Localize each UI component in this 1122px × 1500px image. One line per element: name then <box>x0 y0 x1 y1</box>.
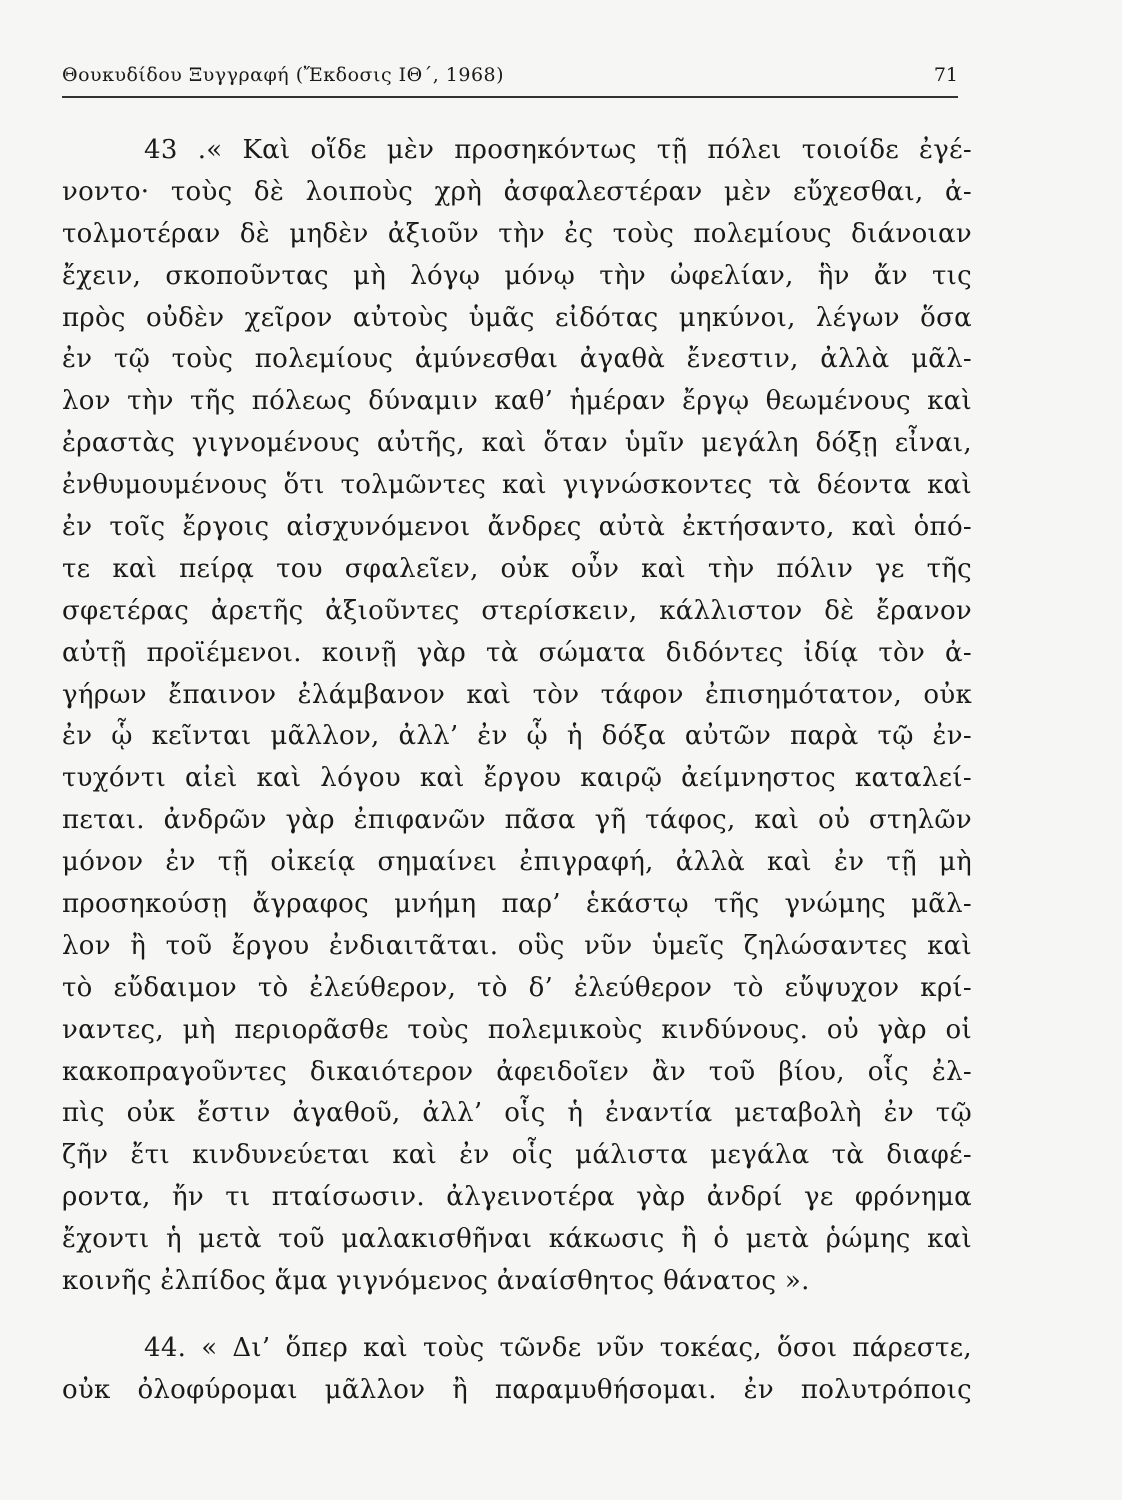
text-line: αὐτῇ προϊέμενοι. κοινῇ γὰρ τὰ σώματα διδόντες ἰδίᾳ τὸν ἀ- <box>62 637 972 668</box>
text-line: νοντο· τοὺς δὲ λοιποὺς χρὴ ἀσφαλεστέραν μὲν εὔχεσθαι, ἀ- <box>62 176 972 207</box>
text-line: οὐκ ὀλοφύρομαι μᾶλλον ἢ παραμυθήσομαι. ἐν πολυτρόποις <box>62 1374 972 1405</box>
text-line: πεται. ἀνδρῶν γὰρ ἐπιφανῶν πᾶσα γῆ τάφος, καὶ οὐ στηλῶν <box>62 805 972 836</box>
running-title: Θουκυδίδου Ξυγγραφή (Ἔκδοσις ΙΘ΄, 1968) <box>62 64 505 86</box>
text-line: 43 .« Καὶ οἵδε μὲν προσηκόντως τῇ πόλει τοιοίδε ἐγέ- <box>144 135 972 165</box>
text-line: πὶς οὐκ ἔστιν ἀγαθοῦ, ἀλλ’ οἷς ἡ ἐναντία μεταβολὴ ἐν τῷ <box>62 1098 972 1129</box>
text-line: λον ἢ τοῦ ἔργου ἐνδιαιτᾶται. οὓς νῦν ὑμεῖς ζηλώσαντες καὶ <box>62 930 972 961</box>
text-line: ναντες, μὴ περιορᾶσθε τοὺς πολεμικοὺς κινδύνους. οὐ γὰρ οἱ <box>62 1014 972 1045</box>
text-line: προσηκούσῃ ἄγραφος μνήμη παρ’ ἑκάστῳ τῆς γνώμης μᾶλ- <box>62 889 972 920</box>
text-line: ἐνθυμουμένους ὅτι τολμῶντες καὶ γιγνώσκοντες τὰ δέοντα καὶ <box>62 470 972 501</box>
text-line: τολμοτέραν δὲ μηδὲν ἀξιοῦν τὴν ἐς τοὺς πολεμίους διάνοιαν <box>62 218 972 249</box>
text-line: σφετέρας ἀρετῆς ἀξιοῦντες στερίσκειν, κάλλιστον δὲ ἔρανον <box>62 595 972 626</box>
text-line: τὸ εὔδαιμον τὸ ἐλεύθερον, τὸ δ’ ἐλεύθερον τὸ εὔψυχον κρί- <box>62 972 972 1003</box>
text-line: τυχόντι αἰεὶ καὶ λόγου καὶ ἔργου καιρῷ ἀείμνηστος καταλεί- <box>62 763 972 794</box>
text-line: ζῆν ἔτι κινδυνεύεται καὶ ἐν οἷς μάλιστα μεγάλα τὰ διαφέ- <box>62 1140 972 1171</box>
chapter-44-paragraph <box>62 1328 972 1412</box>
text-line: γήρων ἔπαινον ἐλάμβανον καὶ τὸν τάφον ἐπισημότατον, οὐκ <box>62 679 972 710</box>
text-line: πρὸς οὐδὲν χεῖρον αὐτοὺς ὑμᾶς εἰδότας μηκύνοι, λέγων ὅσα <box>62 302 972 333</box>
text-line: ἔχειν, σκοποῦντας μὴ λόγῳ μόνῳ τὴν ὠφελίαν, ἣν ἄν τις <box>62 260 972 291</box>
text-line: ἐν ᾧ κεῖνται μᾶλλον, ἀλλ’ ἐν ᾧ ἡ δόξα αὐτῶν παρὰ τῷ ἐν- <box>62 721 972 752</box>
text-line: κοινῆς ἐλπίδος ἅμα γιγνόμενος ἀναίσθητος θάνατος ». <box>62 1266 810 1297</box>
text-line: λον τὴν τῆς πόλεως δύναμιν καθ’ ἡμέραν ἔργῳ θεωμένους καὶ <box>62 386 972 417</box>
text-line: ροντα, ἤν τι πταίσωσιν. ἀλγεινοτέρα γὰρ ἀνδρί γε φρόνημα <box>62 1182 972 1213</box>
text-line: ἐν τοῖς ἔργοις αἰσχυνόμενοι ἄνδρες αὐτὰ ἐκτήσαντο, καὶ ὁπό- <box>62 512 972 543</box>
text-line: ἐραστὰς γιγνομένους αὐτῆς, καὶ ὅταν ὑμῖν μεγάλη δόξῃ εἶναι, <box>62 428 972 459</box>
text-line: τε καὶ πείρᾳ του σφαλεῖεν, οὐκ οὖν καὶ τὴν πόλιν γε τῆς <box>62 553 972 584</box>
text-line: μόνον ἐν τῇ οἰκείᾳ σημαίνει ἐπιγραφή, ἀλλὰ καὶ ἐν τῇ μὴ <box>62 847 972 878</box>
text-line: 44. « Δι’ ὅπερ καὶ τοὺς τῶνδε νῦν τοκέας, ὅσοι πάρεστε, <box>144 1333 972 1363</box>
text-line: ἐν τῷ τοὺς πολεμίους ἀμύνεσθαι ἀγαθὰ ἔνεστιν, ἀλλὰ μᾶλ- <box>62 344 972 375</box>
text-line: κακοπραγοῦντες δικαιότερον ἀφειδοῖεν ἂν τοῦ βίου, οἷς ἐλ- <box>62 1056 972 1087</box>
page-number: 71 <box>933 64 958 86</box>
chapter-43-paragraph <box>62 130 972 1303</box>
running-header <box>62 62 958 98</box>
text-line: ἔχοντι ἡ μετὰ τοῦ μαλακισθῆναι κάκωσις ἢ ὁ μετὰ ῥώμης καὶ <box>62 1224 972 1255</box>
